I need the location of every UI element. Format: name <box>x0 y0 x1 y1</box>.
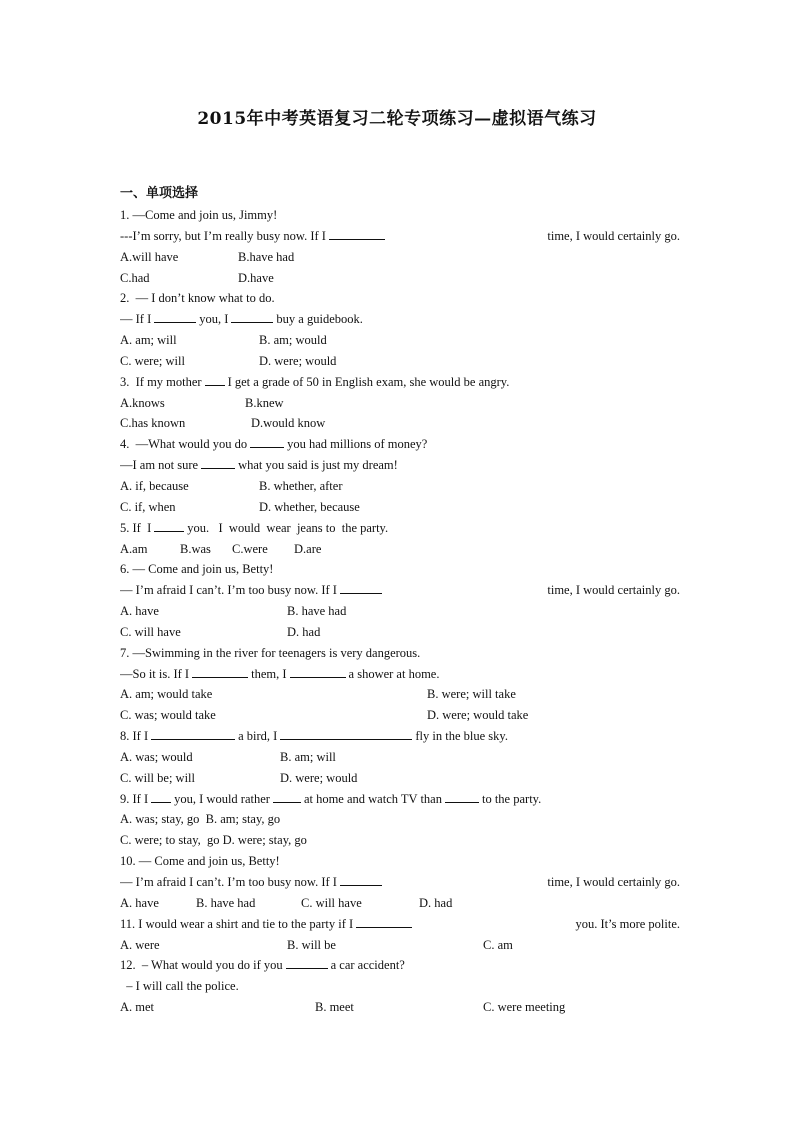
question-4-line2 <box>120 455 680 476</box>
option-a: A. if, because <box>120 478 189 493</box>
question-5-text-a: 5. If I <box>120 520 152 535</box>
section-title: 一、单项选择 <box>120 186 199 201</box>
question-6-text-b: time, I would certainly go. <box>547 583 680 598</box>
option-a: A. am; will <box>120 333 177 348</box>
option-c: C. am <box>483 937 513 952</box>
question-1-options-cd <box>120 268 680 289</box>
answer-blank <box>340 581 382 594</box>
question-11-text-a: 11. I would wear a shirt and tie to the party if I <box>120 916 354 931</box>
answer-blank <box>154 310 196 323</box>
question-list <box>120 205 680 1018</box>
answer-blank <box>151 790 171 803</box>
question-5-options <box>120 539 680 560</box>
question-10-options <box>120 893 680 914</box>
option-b: B. were; will take <box>427 687 516 702</box>
answer-blank <box>201 456 235 469</box>
question-5-text-b: you. I would wear jeans to the party. <box>187 520 389 535</box>
question-1-stem: 1. —Come and join us, Jimmy! <box>120 208 278 222</box>
answer-blank <box>154 519 184 532</box>
question-9-options-cd: C. were; to stay, go D. were; stay, go <box>120 833 307 848</box>
question-2-text-a: — If I <box>120 312 152 327</box>
question-3-stem <box>120 372 680 393</box>
question-7-stem: 7. —Swimming in the river for teenagers is very dangerous. <box>120 645 421 660</box>
question-10-line2 <box>120 872 680 893</box>
answer-blank <box>280 727 412 740</box>
option-c: C.had <box>120 270 150 285</box>
question-3-text-a: 3. If my mother <box>120 374 202 389</box>
answer-blank <box>356 915 412 928</box>
question-1-text-b: time, I would certainly go. <box>547 228 680 243</box>
question-8-text-b: a bird, I <box>238 729 278 744</box>
question-12-text-b: a car accident? <box>330 958 405 973</box>
question-9-text-b: you, I would rather <box>174 791 270 806</box>
option-d: D. had <box>419 895 453 910</box>
option-c: C. were; will <box>120 353 185 368</box>
option-a: A. was; would <box>120 749 193 764</box>
option-a: A. have <box>120 604 159 619</box>
option-c: C. was; would take <box>120 708 216 723</box>
option-d: D.are <box>294 541 322 556</box>
option-b: B. whether, after <box>259 478 343 493</box>
option-b: B. have had <box>287 604 347 619</box>
option-c: C. will have <box>120 624 181 639</box>
option-c: C. were meeting <box>483 1000 566 1015</box>
question-3-text-b: I get a grade of 50 in English exam, she would be angry. <box>227 374 510 389</box>
option-a: A. am; would take <box>120 687 213 702</box>
question-6-stem: 6. — Come and join us, Betty! <box>120 562 274 577</box>
question-9-options-ab: A. was; stay, go B. am; stay, go <box>120 812 281 827</box>
question-2-line2 <box>120 309 680 330</box>
option-d: D. had <box>287 624 321 639</box>
question-11-text-b: you. It’s more polite. <box>575 916 680 931</box>
question-12-line2: – I will call the police. <box>120 979 239 994</box>
question-7-text-c: a shower at home. <box>348 666 440 681</box>
question-7-line2 <box>120 664 680 685</box>
question-9-text-d: to the party. <box>481 791 542 806</box>
question-1-line2 <box>120 226 680 247</box>
option-c: C.were <box>232 541 268 556</box>
question-9-text-c: at home and watch TV than <box>303 791 442 806</box>
question-4-text-c: —I am not sure <box>120 458 199 473</box>
option-a: A. were <box>120 937 160 952</box>
answer-blank <box>192 665 248 678</box>
option-d: D. were; would <box>259 353 337 368</box>
document-title: 2015年中考英语复习二轮专项练习—虚拟语气练习 <box>197 109 597 129</box>
option-d: D.would know <box>251 416 326 431</box>
answer-blank <box>250 435 284 448</box>
option-c: C. will be; will <box>120 770 195 785</box>
question-2-options-ab <box>120 330 680 351</box>
option-d: D. were; would <box>280 770 358 785</box>
option-a: A.will have <box>120 249 179 264</box>
question-7-options-ab <box>120 684 680 705</box>
option-b: B. am; would <box>259 333 327 348</box>
question-8-text-a: 8. If I <box>120 729 149 744</box>
question-6-options-ab <box>120 601 680 622</box>
question-9-stem <box>120 789 680 810</box>
question-6-text-a: — I’m afraid I can’t. I’m too busy now. If I <box>120 583 337 598</box>
option-b: B. am; will <box>280 749 336 764</box>
question-1-text-a: ---I’m sorry, but I’m really busy now. If I <box>120 228 326 243</box>
question-8-text-c: fly in the blue sky. <box>415 729 508 744</box>
option-b: B. will be <box>287 937 336 952</box>
option-a: A. have <box>120 895 159 910</box>
question-2-options-cd <box>120 351 680 372</box>
question-9-text-a: 9. If I <box>120 791 149 806</box>
option-b: B.knew <box>245 395 284 410</box>
question-11-options <box>120 935 680 956</box>
question-8-options-cd <box>120 768 680 789</box>
question-12-stem <box>120 955 680 976</box>
question-8-options-ab <box>120 747 680 768</box>
option-d: D.have <box>238 270 274 285</box>
question-7-options-cd <box>120 705 680 726</box>
answer-blank <box>286 956 328 969</box>
answer-blank <box>290 665 346 678</box>
question-8-stem <box>120 726 680 747</box>
question-3-options-cd <box>120 413 680 434</box>
option-b: B. have had <box>196 895 256 910</box>
question-2-stem: 2. — I don’t know what to do. <box>120 291 275 306</box>
question-12-options <box>120 997 680 1018</box>
question-10-stem: 10. — Come and join us, Betty! <box>120 854 280 869</box>
question-7-text-b: them, I <box>251 666 287 681</box>
option-a: A.knows <box>120 395 165 410</box>
question-10-text-b: time, I would certainly go. <box>547 875 680 889</box>
answer-blank <box>151 727 235 740</box>
answer-blank <box>231 310 273 323</box>
option-d: D. were; would take <box>427 708 529 723</box>
question-10-text-a: — I’m afraid I can’t. I’m too busy now. If I <box>120 875 337 889</box>
option-a: A. met <box>120 1000 155 1015</box>
question-4-text-b: you had millions of money? <box>287 437 428 452</box>
question-2-text-c: buy a guidebook. <box>276 312 363 327</box>
answer-blank <box>273 790 301 803</box>
question-3-options-ab <box>120 393 680 414</box>
question-2-text-b: you, I <box>199 312 229 327</box>
option-c: C. will have <box>301 895 362 910</box>
answer-blank <box>329 227 385 240</box>
question-11-stem <box>120 914 680 935</box>
option-b: B. meet <box>315 1000 354 1015</box>
question-6-options-cd <box>120 622 680 643</box>
question-1-options-ab <box>120 247 680 268</box>
question-4-options-ab <box>120 476 680 497</box>
answer-blank <box>205 373 225 386</box>
answer-blank <box>445 790 479 803</box>
question-4-stem <box>120 434 680 455</box>
question-4-options-cd <box>120 497 680 518</box>
option-a: A.am <box>120 541 148 556</box>
answer-blank <box>340 873 382 886</box>
question-4-text-a: 4. —What would you do <box>120 437 248 452</box>
option-c: C.has known <box>120 416 186 431</box>
option-d: D. whether, because <box>259 499 360 514</box>
question-6-line2 <box>120 580 680 601</box>
option-b: B.have had <box>238 249 295 264</box>
question-12-text-a: 12. – What would you do if you <box>120 958 283 973</box>
question-4-text-d: what you said is just my dream! <box>238 458 398 473</box>
question-5-stem <box>120 518 680 539</box>
option-c: C. if, when <box>120 499 176 514</box>
option-b: B.was <box>180 541 211 556</box>
question-7-text-a: —So it is. If I <box>120 666 190 681</box>
